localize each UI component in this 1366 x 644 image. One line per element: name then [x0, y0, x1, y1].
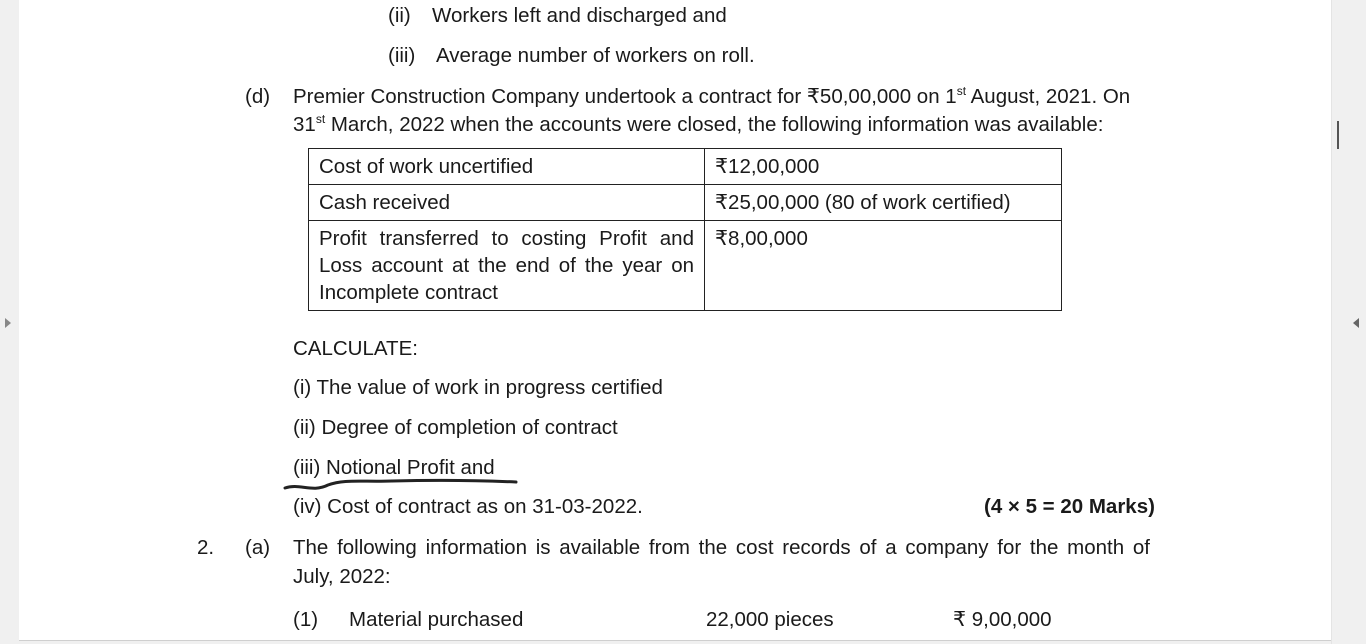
q2-row1-quantity: 22,000 pieces: [706, 608, 834, 631]
q2-paragraph-line2: July, 2022:: [293, 565, 391, 588]
table-row: [309, 221, 1062, 311]
calculate-heading: CALCULATE:: [293, 337, 418, 360]
table-cell-label: Cost of work uncertified: [309, 149, 705, 185]
q2-part-label: (a): [245, 536, 271, 559]
q2-number: 2.: [197, 536, 215, 559]
table-cell-value: ₹8,00,000: [705, 221, 1062, 311]
calc-item-ii: (ii) Degree of completion of contract: [293, 416, 618, 439]
text-cursor: [1337, 121, 1339, 149]
expand-left-arrow-icon[interactable]: [5, 318, 11, 328]
table-cell-label: Cash received: [309, 185, 705, 221]
right-margin-bar: [1331, 0, 1366, 644]
table-row: [309, 185, 1062, 221]
q2-row1-label: Material purchased: [349, 608, 524, 631]
marks-allocation: (4 × 5 = 20 Marks): [984, 495, 1155, 518]
table-cell-label: Profit transferred to costing Profit and Loss account at the end of the year on Incomplete contract: [309, 221, 705, 311]
table-row: [309, 149, 1062, 185]
q1d-label: (d): [245, 85, 271, 108]
q1c-item-ii-text: Workers left and discharged and: [432, 4, 727, 27]
table-cell-value: ₹12,00,000: [705, 149, 1062, 185]
table-cell-value: ₹25,00,000 (80 of work certified): [705, 185, 1062, 221]
q1c-item-iii-number: (iii): [388, 44, 416, 67]
q2-paragraph-line1: The following information is available from the cost records of a company for the month of: [293, 536, 1150, 559]
calc-item-i: (i) The value of work in progress certified: [293, 376, 663, 399]
q1c-item-iii-text: Average number of workers on roll.: [436, 44, 755, 67]
q1c-item-ii-number: (ii): [388, 4, 411, 27]
q1d-paragraph-line2: 31st March, 2022 when the accounts were closed, the following information was available:: [293, 112, 1104, 136]
collapse-right-arrow-icon[interactable]: [1353, 318, 1359, 328]
q2-row1-amount: ₹ 9,00,000: [953, 608, 1052, 631]
handwritten-underline-mark: [282, 470, 522, 496]
contract-info-table: [308, 148, 1062, 311]
q2-row1-number: (1): [293, 608, 319, 631]
calc-item-iii: (iii) Notional Profit and: [293, 456, 495, 479]
q1d-paragraph-line1: Premier Construction Company undertook a contract for ₹50,00,000 on 1st August, 2021. On: [293, 84, 1131, 108]
calc-item-iv: (iv) Cost of contract as on 31-03-2022.: [293, 495, 643, 518]
